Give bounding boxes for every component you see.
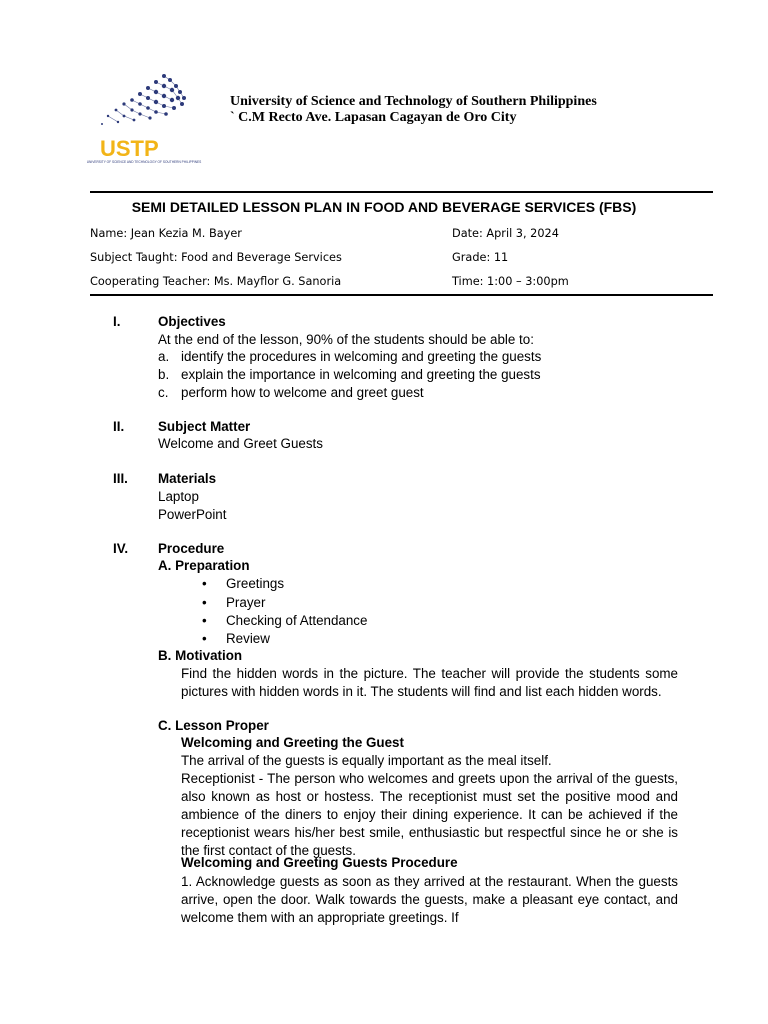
lesson-plan-title: SEMI DETAILED LESSON PLAN IN FOOD AND BEVERAGE SERVICES (FBS) (131, 199, 637, 215)
section-numeral-materials: III. (113, 471, 128, 486)
preparation-item: Prayer (226, 595, 266, 610)
university-block (230, 94, 597, 126)
procedure-b-heading: B. Motivation (158, 648, 243, 663)
section-numeral-procedure: IV. (113, 541, 129, 556)
motivation-text: Find the hidden words in the picture. The teacher will provide the students some pictures with hidden words in it. The students will find and list each hidden words. (181, 666, 678, 699)
ustp-logo-graphic (86, 70, 202, 176)
procedure-c-heading: C. Lesson Proper (158, 718, 269, 733)
lesson-paragraph-2: Receptionist - The person who welcomes and greets upon the arrival of the guests, also known as host or hostess. The receptionist must set the positive mood and ambience of the diners to enjoy their dining experience. It can be achieved if the receptionist wears his/her best smile, enthusiastic but respectful since he or she is the first contact of the guests. (181, 771, 678, 858)
info-subject: Subject Taught: Food and Beverage Services (90, 251, 342, 264)
info-grade: Grade: 11 (452, 251, 509, 264)
header-rule-top (90, 191, 713, 193)
lesson-paragraph-1: The arrival of the guests is equally important as the meal itself. (181, 753, 552, 768)
ustp-logo (86, 70, 202, 176)
info-teacher: Cooperating Teacher: Ms. Mayflor G. Sanoria (90, 275, 342, 288)
section-heading-objectives: Objectives (158, 314, 226, 329)
procedure-a-heading: A. Preparation (158, 558, 250, 573)
objective-letter-b: b. (158, 367, 170, 382)
header-rule-bottom (90, 294, 713, 296)
section-heading-subject-matter: Subject Matter (158, 419, 251, 434)
section-numeral-objectives: I. (113, 314, 121, 329)
lesson-paragraph-3: 1. Acknowledge guests as soon as they arrived at the restaurant. When the guests arrive, open the door. Walk towards the guests, make a pleasant eye contact, and welcome them with an appropriate greetings. If (181, 874, 678, 925)
info-time: Time: 1:00 – 3:00pm (452, 275, 569, 288)
material-item: PowerPoint (158, 507, 227, 522)
bullet-icon: • (202, 576, 207, 591)
objective-text-b: explain the importance in welcoming and greeting the guests (181, 367, 541, 382)
info-name: Name: Jean Kezia M. Bayer (90, 227, 242, 240)
preparation-item: Greetings (226, 576, 285, 591)
lesson-subheading-2: Welcoming and Greeting Guests Procedure (181, 855, 458, 870)
university-name: University of Science and Technology of Southern Philippines (230, 94, 597, 109)
objective-text-c: perform how to welcome and greet guest (181, 385, 424, 400)
section-numeral-subject-matter: II. (113, 419, 125, 434)
university-address: ` C.M Recto Ave. Lapasan Cagayan de Oro City (230, 110, 517, 125)
objective-letter-a: a. (158, 349, 170, 364)
bullet-icon: • (202, 595, 207, 610)
objectives-intro: At the end of the lesson, 90% of the students should be able to: (158, 332, 534, 347)
section-heading-procedure: Procedure (158, 541, 225, 556)
preparation-item: Review (226, 631, 270, 646)
ustp-logo-subtext: UNIVERSITY OF SCIENCE AND TECHNOLOGY OF SOUTHERN PHILIPPINES (86, 160, 202, 164)
bullet-icon: • (202, 613, 207, 628)
objective-letter-c: c. (158, 385, 169, 400)
ustp-logo-wordmark: USTP (100, 136, 159, 161)
lesson-subheading-1: Welcoming and Greeting the Guest (181, 735, 404, 750)
objective-text-a: identify the procedures in welcoming and greeting the guests (181, 349, 542, 364)
section-heading-materials: Materials (158, 471, 217, 486)
info-date: Date: April 3, 2024 (452, 227, 559, 240)
material-item: Laptop (158, 489, 199, 504)
subject-matter-text: Welcome and Greet Guests (158, 436, 323, 451)
bullet-icon: • (202, 631, 207, 646)
preparation-item: Checking of Attendance (226, 613, 368, 628)
